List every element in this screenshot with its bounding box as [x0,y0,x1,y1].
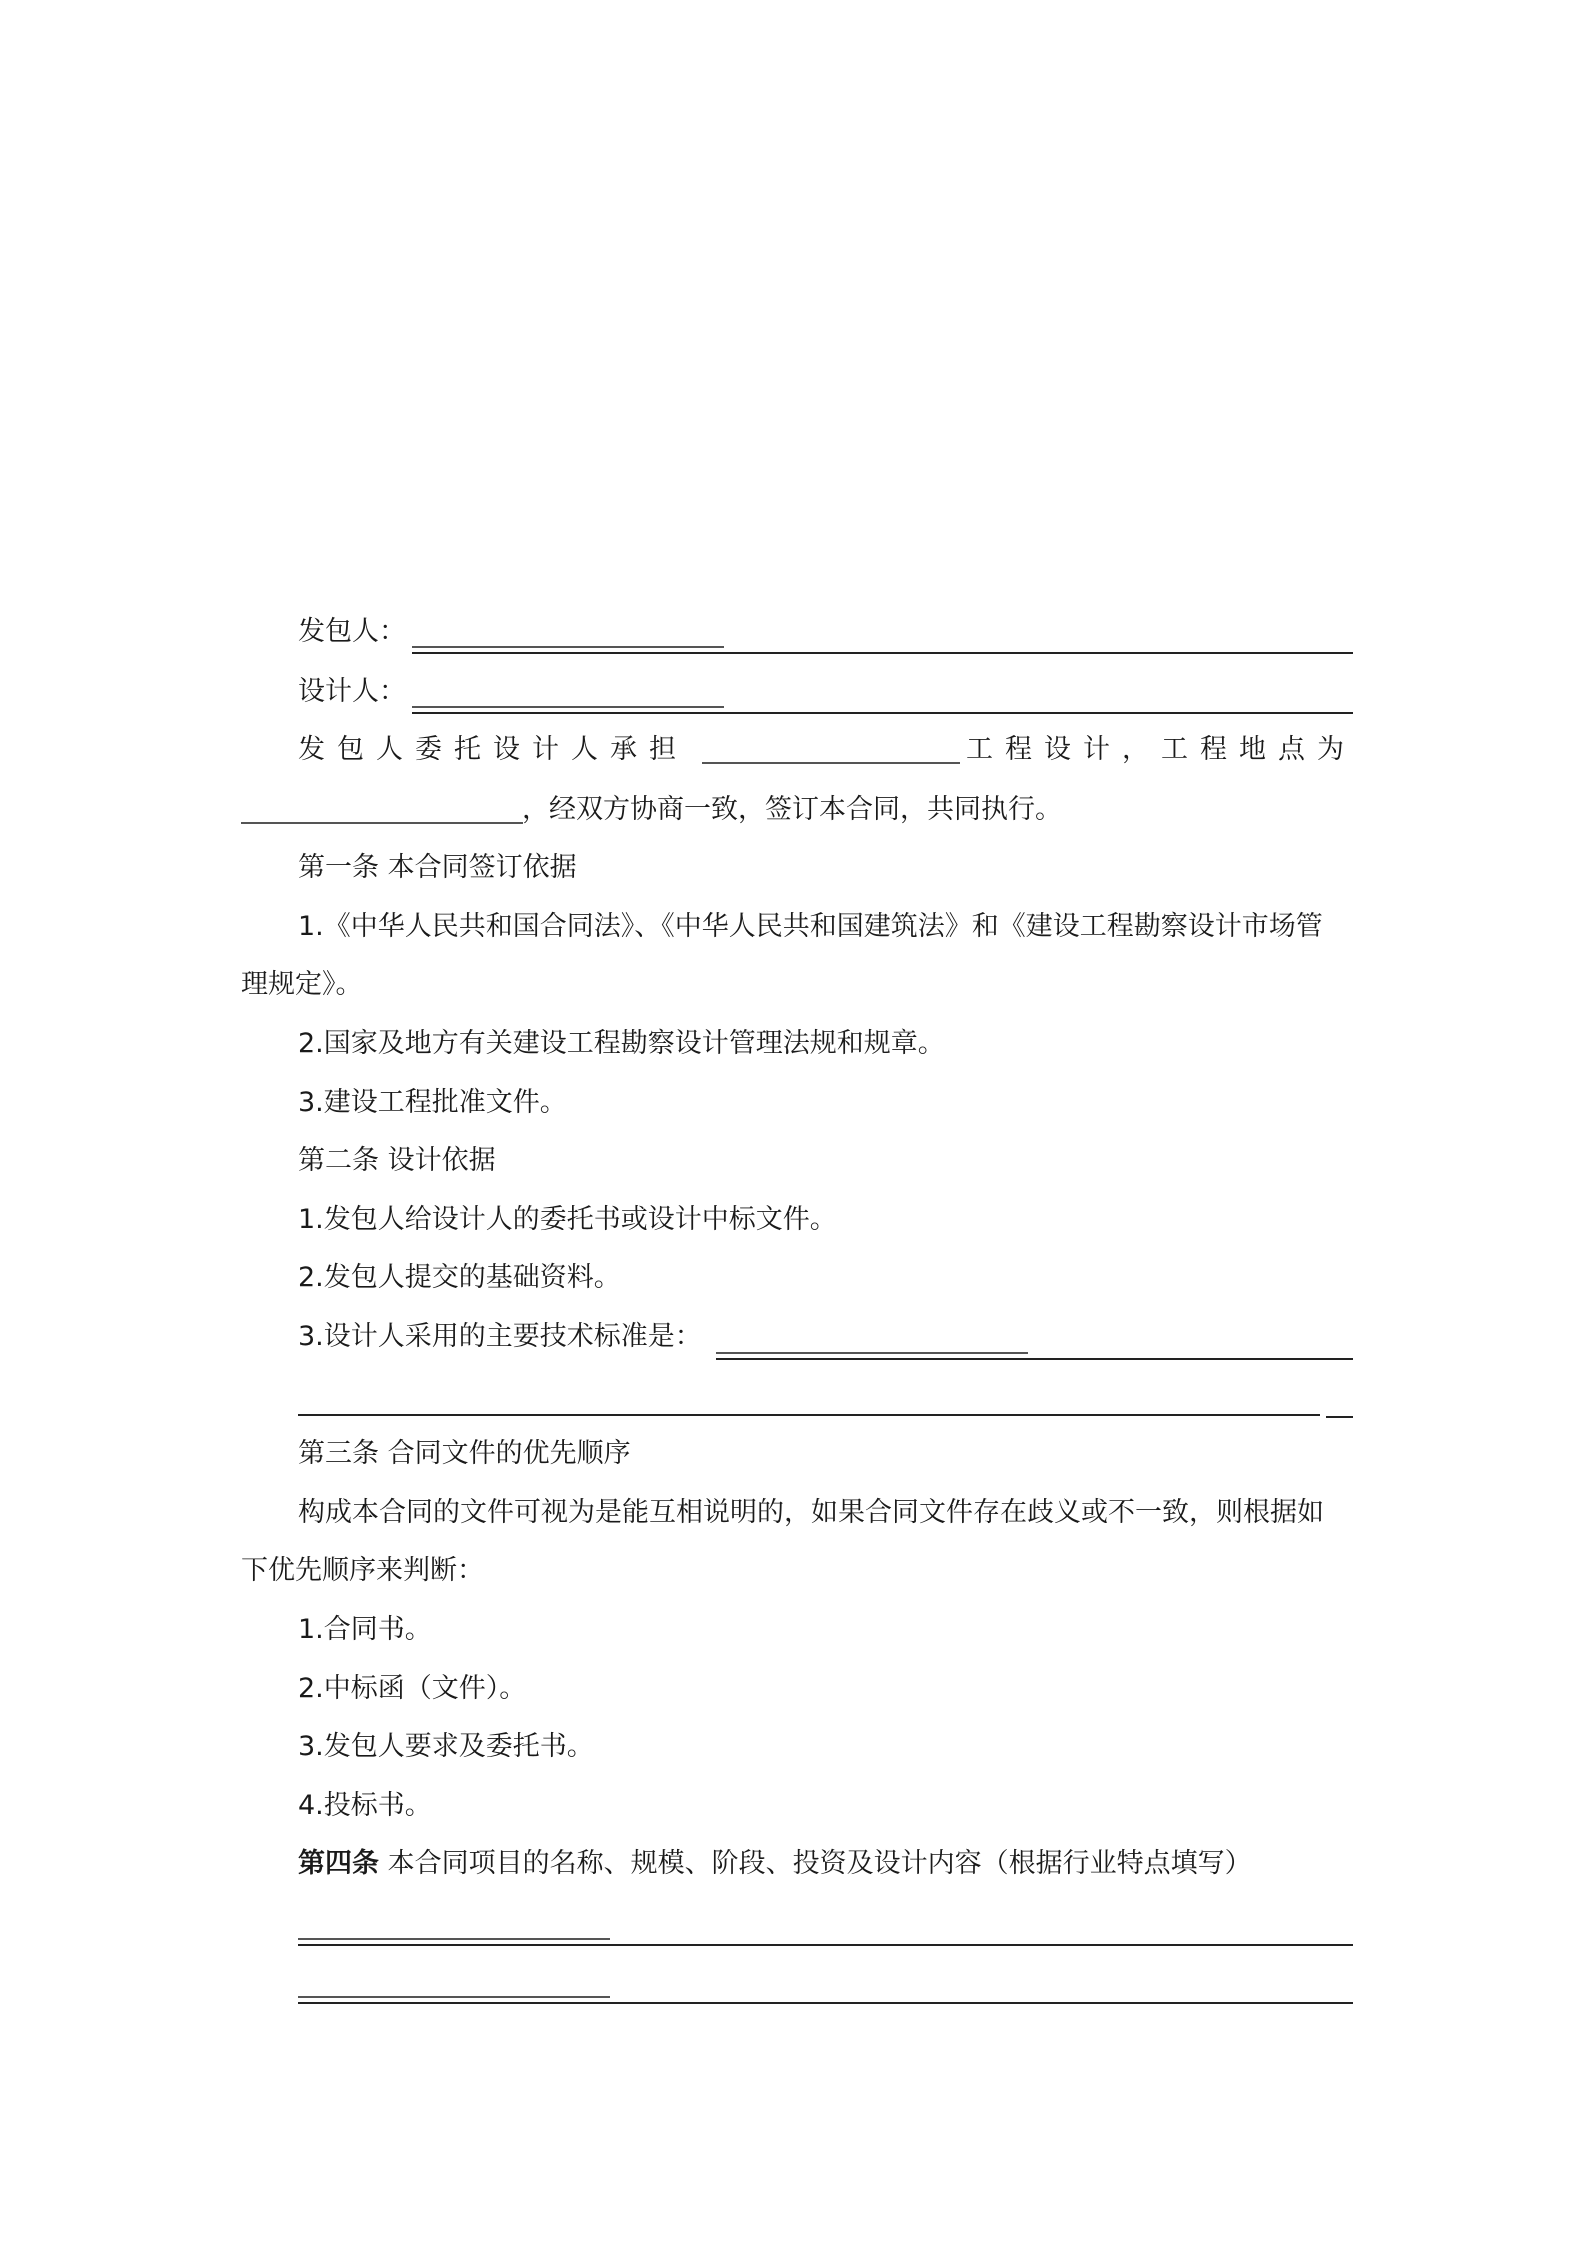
article2-item1: 1.发包人给设计人的委托书或设计中标文件。 [298,1204,837,1235]
article1-title: 第一条 本合同签订依据 [298,852,577,883]
employer-blank-line [412,652,1353,654]
designer-label: 设计人： [298,676,406,707]
article4-title-rest: 本合同项目的名称、规模、阶段、投资及设计内容（根据行业特点填写） [379,1848,1252,1879]
article3-item3: 3.发包人要求及委托书。 [298,1731,594,1762]
intro-text-c: ，经双方协商一致，签订本合同，共同执行。 [522,794,1062,825]
article4-blank-1-dash [298,1938,610,1940]
article3-item1: 1.合同书。 [298,1614,432,1645]
article4-title-wrap [298,1844,1252,1884]
designer-blank-line [412,712,1353,714]
location-blank [241,822,523,824]
article2-title: 第二条 设计依据 [298,1145,496,1176]
article1-item2: 2.国家及地方有关建设工程勘察设计管理法规和规章。 [298,1028,945,1059]
article4-title-bold: 第四条 [298,1848,379,1879]
designer-blank-dash [412,706,724,708]
article3-para-b: 下优先顺序来判断： [241,1555,484,1586]
intro-text-b: 工程设计，工程地点为 [966,734,1356,765]
tech-standard-blank-line [716,1358,1353,1360]
article1-item3: 3.建设工程批准文件。 [298,1087,567,1118]
article4-blank-1-line [298,1944,1353,1946]
article4-blank-2-dash [298,1996,610,1998]
article3-item4: 4.投标书。 [298,1790,432,1821]
article3-item2: 2.中标函（文件）。 [298,1673,527,1704]
article1-item1-b: 理规定》。 [241,969,363,1000]
tech-standard-blank-dash [716,1352,1028,1354]
article3-para-a: 构成本合同的文件可视为是能互相说明的，如果合同文件存在歧义或不一致，则根据如 [298,1497,1324,1528]
article4-blank-2-line [298,2002,1353,2004]
article2-item2: 2.发包人提交的基础资料。 [298,1262,621,1293]
tech-standard-blank-line-2 [298,1414,1320,1416]
article2-item3: 3.设计人采用的主要技术标准是： [298,1321,702,1352]
article1-item1-a: 1.《中华人民共和国合同法》、《中华人民共和国建筑法》和《建设工程勘察设计市场管 [298,911,1323,942]
intro-text-a: 发包人委托设计人承担 [298,734,688,765]
employer-blank-dash [412,646,724,648]
tech-standard-blank-line-2-end [1326,1416,1353,1418]
article3-title: 第三条 合同文件的优先顺序 [298,1438,631,1469]
project-name-blank [702,762,960,764]
employer-label: 发包人： [298,616,406,647]
